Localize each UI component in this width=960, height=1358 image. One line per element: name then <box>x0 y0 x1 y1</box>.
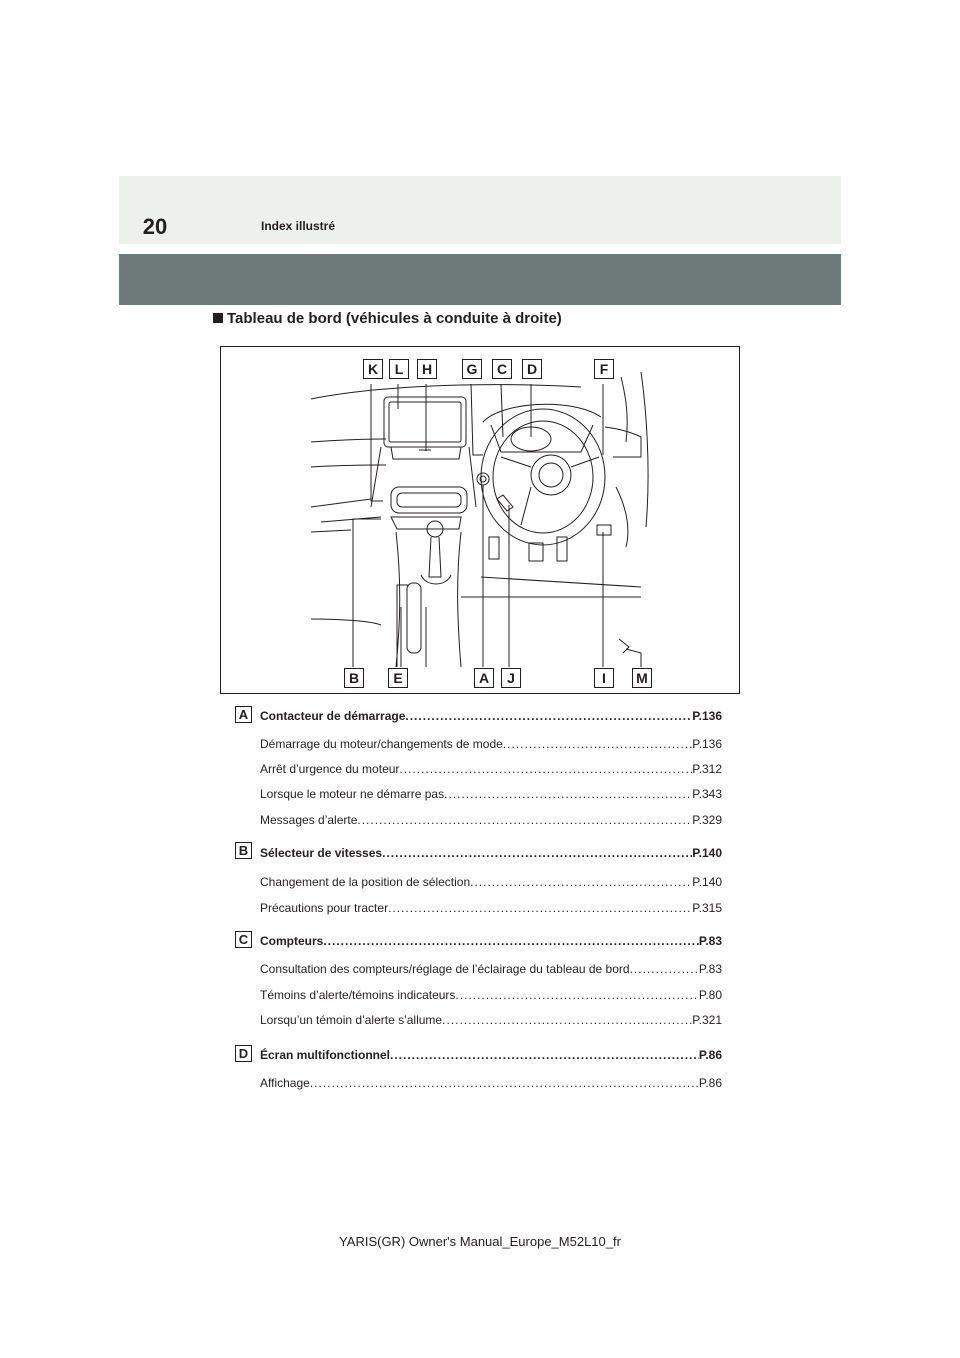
entry-title-row <box>260 1048 722 1064</box>
sub-entry-page-link[interactable]: P.86 <box>698 1076 722 1090</box>
callout-i: I <box>594 668 614 688</box>
sub-entry-text: Lorsque le moteur ne démarre pas <box>260 787 445 801</box>
sub-entry-text: Lorsqu’un témoin d’alerte s’allume <box>260 1013 443 1027</box>
leader-dots <box>323 934 699 948</box>
callout-b: B <box>344 668 364 688</box>
leader-dots <box>630 962 699 976</box>
leader-dots <box>444 787 692 801</box>
leader-dots <box>405 709 692 723</box>
section-title <box>213 310 562 327</box>
sub-entry-page-link[interactable]: P.329 <box>692 813 722 827</box>
sub-entry-page-link[interactable]: P.83 <box>698 962 722 976</box>
leader-dots <box>399 762 692 776</box>
callout-h: H <box>417 359 437 379</box>
square-bullet-icon <box>213 313 223 323</box>
sub-entry-page-link[interactable]: P.136 <box>692 737 722 751</box>
sub-entry-row <box>260 962 722 978</box>
sub-entry-row <box>260 1076 722 1092</box>
entry-label-a: A <box>235 706 252 723</box>
callout-f: F <box>594 359 614 379</box>
sub-entry-page-link[interactable]: P.321 <box>692 1013 722 1027</box>
sub-entry-row <box>260 787 722 803</box>
section-band <box>119 254 841 305</box>
entry-title-row <box>260 934 722 950</box>
callout-g: G <box>462 359 482 379</box>
sub-entry-row <box>260 762 722 778</box>
callout-a: A <box>474 668 494 688</box>
callout-c: C <box>492 359 512 379</box>
callout-k: K <box>363 359 383 379</box>
entry-label-b: B <box>235 842 252 859</box>
sub-entry-row <box>260 737 722 753</box>
leader-dots <box>388 901 692 915</box>
page-number: 20 <box>142 214 168 239</box>
sub-entry-row <box>260 813 722 829</box>
sub-entry-text: Témoins d’alerte/témoins indicateurs <box>260 988 456 1002</box>
callout-m: M <box>632 668 652 688</box>
entry-page-link[interactable]: P.86 <box>698 1048 722 1062</box>
leader-dots <box>357 813 692 827</box>
leader-dots <box>382 846 692 860</box>
entry-title: Contacteur de démarrage <box>260 709 406 723</box>
header-band <box>119 176 841 244</box>
sub-entry-row <box>260 901 722 917</box>
sub-entry-row <box>260 875 722 891</box>
sub-entry-text: Démarrage du moteur/changements de mode <box>260 737 503 751</box>
entry-title: Écran multifonctionnel <box>260 1048 391 1062</box>
entry-page-link[interactable]: P.140 <box>692 846 722 860</box>
callout-l: L <box>389 359 409 379</box>
entry-title-row <box>260 846 722 862</box>
leader-dots <box>470 875 692 889</box>
sub-entry-text: Affichage <box>260 1076 310 1090</box>
callout-j: J <box>501 668 521 688</box>
sub-entry-page-link[interactable]: P.140 <box>692 875 722 889</box>
sub-entry-row <box>260 1013 722 1029</box>
leader-dots <box>455 988 698 1002</box>
leader-dots <box>503 737 692 751</box>
sub-entry-row <box>260 988 722 1004</box>
callout-e: E <box>388 668 408 688</box>
sub-entry-text: Messages d’alerte <box>260 813 358 827</box>
leader-dots <box>390 1048 699 1062</box>
dashboard-drawing <box>221 347 739 693</box>
sub-entry-page-link[interactable]: P.315 <box>692 901 722 915</box>
entry-page-link[interactable]: P.136 <box>692 709 722 723</box>
callout-d: D <box>522 359 542 379</box>
sub-entry-text: Consultation des compteurs/réglage de l’éclairage du tableau de bord <box>260 962 630 976</box>
entry-title: Sélecteur de vitesses <box>260 846 383 860</box>
leader-dots <box>310 1076 699 1090</box>
sub-entry-page-link[interactable]: P.343 <box>692 787 722 801</box>
sub-entry-text: Changement de la position de sélection <box>260 875 471 889</box>
header-title: Index illustré <box>261 219 336 233</box>
sub-entry-page-link[interactable]: P.80 <box>698 988 722 1002</box>
entry-label-d: D <box>235 1045 252 1062</box>
leader-dots <box>442 1013 692 1027</box>
entry-page-link[interactable]: P.83 <box>698 934 722 948</box>
sub-entry-page-link[interactable]: P.312 <box>692 762 722 776</box>
sub-entry-text: Précautions pour tracter <box>260 901 389 915</box>
section-title-text: Tableau de bord (véhicules à conduite à droite) <box>227 310 562 327</box>
dashboard-illustration <box>220 346 740 694</box>
entry-title-row <box>260 709 722 725</box>
footer: YARIS(GR) Owner's Manual_Europe_M52L10_fr <box>339 1234 621 1249</box>
sub-entry-text: Arrêt d’urgence du moteur <box>260 762 400 776</box>
entry-title: Compteurs <box>260 934 324 948</box>
entry-label-c: C <box>235 931 252 948</box>
